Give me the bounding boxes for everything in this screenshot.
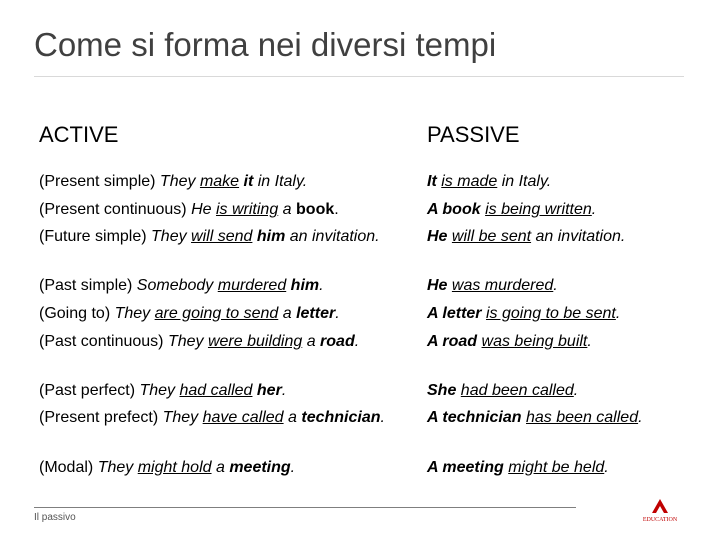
sentence-fragment: . (573, 382, 579, 399)
sentence-fragment: an invitation. (285, 228, 380, 245)
sentence-fragment: had called (179, 382, 253, 399)
sentence-fragment: will be sent (451, 228, 532, 245)
sentence-fragment: . (354, 333, 360, 350)
sentence-fragment: him (256, 228, 286, 245)
passive-sentence (427, 171, 697, 192)
tense-label: (Present prefect) (39, 409, 163, 426)
sentence-fragment: had been called (460, 382, 574, 399)
passive-sentence (427, 457, 697, 478)
sentence-fragment: was being built (481, 333, 588, 350)
sentence-fragment: He (427, 277, 448, 294)
sentence-fragment: They (139, 382, 180, 399)
passive-sentence (427, 199, 697, 220)
sentence-fragment: . (591, 201, 597, 218)
tense-label: (Future simple) (39, 228, 152, 245)
sentence-fragment: A road (427, 333, 478, 350)
sentence-fragment: has been called (526, 409, 639, 426)
sentence-fragment: . (638, 409, 643, 426)
sentence-fragment: . (334, 201, 339, 218)
sentence-fragment: is made (441, 173, 498, 190)
sentence-fragment: . (380, 409, 385, 426)
sentence-fragment: A technician (427, 409, 522, 426)
active-sentence (39, 171, 389, 192)
sentence-fragment: meeting (229, 459, 291, 476)
sentence-fragment: They (159, 173, 200, 190)
passive-sentence (427, 331, 697, 352)
sentence-fragment: are going to send (154, 305, 279, 322)
sentence-fragment: a (211, 459, 230, 476)
sentence-fragment: have called (202, 409, 284, 426)
sentence-fragment: They (162, 409, 203, 426)
footer-label: Il passivo (34, 512, 76, 523)
sentence-fragment: murdered (217, 277, 287, 294)
sentence-fragment: . (335, 305, 340, 322)
sentence-fragment: was murdered (451, 277, 554, 294)
sentence-fragment: in Italy. (497, 173, 552, 190)
passive-column-header: PASSIVE (427, 122, 520, 147)
sentence-fragment: her (256, 382, 282, 399)
active-sentence (39, 331, 389, 352)
sentence-fragment: is going to be sent (485, 305, 616, 322)
publisher-logo-icon (638, 497, 682, 523)
sentence-fragment: She (427, 382, 457, 399)
sentence-fragment: letter (296, 305, 336, 322)
passive-sentence (427, 303, 697, 324)
sentence-fragment: He (427, 228, 448, 245)
passive-sentence (427, 380, 697, 401)
sentence-fragment: technician (301, 409, 381, 426)
sentence-fragment: in Italy. (253, 173, 308, 190)
sentence-fragment: A letter (427, 305, 482, 322)
sentence-fragment: . (553, 277, 558, 294)
passive-sentence (427, 226, 697, 247)
slide-title: Come si forma nei diversi tempi (34, 26, 497, 63)
sentence-fragment: . (290, 459, 296, 476)
tense-label: (Past simple) (39, 277, 137, 294)
sentence-fragment: They (167, 333, 208, 350)
tense-label: (Past continuous) (39, 333, 168, 350)
sentence-fragment: Somebody (136, 277, 218, 294)
sentence-fragment: They (97, 459, 138, 476)
active-sentence (39, 407, 389, 428)
active-sentence (39, 275, 389, 296)
sentence-fragment: He (191, 201, 216, 218)
sentence-fragment: . (615, 305, 621, 322)
tense-label: (Going to) (39, 305, 115, 322)
sentence-fragment: is being written (485, 201, 592, 218)
sentence-fragment: might hold (137, 459, 212, 476)
active-sentence (39, 380, 389, 401)
sentence-fragment: . (281, 382, 287, 399)
sentence-fragment: a (278, 201, 297, 218)
active-column-header: ACTIVE (39, 122, 119, 147)
sentence-fragment: might be held (508, 459, 605, 476)
sentence-fragment: A meeting (427, 459, 504, 476)
sentence-fragment: will send (191, 228, 253, 245)
sentence-fragment: it (243, 173, 254, 190)
sentence-fragment: a (302, 333, 321, 350)
sentence-fragment: . (587, 333, 592, 350)
sentence-fragment: a (283, 409, 302, 426)
logo-text: EDUCATION (642, 517, 678, 523)
sentence-fragment: . (319, 277, 324, 294)
sentence-fragment: . (604, 459, 609, 476)
sentence-fragment: were building (207, 333, 303, 350)
sentence-fragment: book (296, 201, 335, 218)
tense-label: (Present continuous) (39, 201, 192, 218)
tense-label: (Past perfect) (39, 382, 140, 399)
active-sentence (39, 199, 389, 220)
active-sentence (39, 303, 389, 324)
footer-divider (34, 507, 576, 508)
passive-sentence (427, 407, 697, 428)
sentence-fragment: a (278, 305, 297, 322)
sentence-fragment: A book (427, 201, 481, 218)
sentence-fragment: It (427, 173, 437, 190)
title-divider (34, 76, 684, 77)
sentence-fragment: make (199, 173, 240, 190)
tense-label: (Present simple) (39, 173, 160, 190)
active-sentence (39, 457, 389, 478)
active-sentence (39, 226, 389, 247)
sentence-fragment: road (320, 333, 355, 350)
sentence-fragment: him (290, 277, 320, 294)
passive-sentence (427, 275, 697, 296)
education-logo (638, 497, 682, 523)
tense-label: (Modal) (39, 459, 98, 476)
sentence-fragment: They (151, 228, 192, 245)
sentence-fragment: They (114, 305, 155, 322)
sentence-fragment: an invitation. (531, 228, 626, 245)
sentence-fragment: is writing (215, 201, 279, 218)
